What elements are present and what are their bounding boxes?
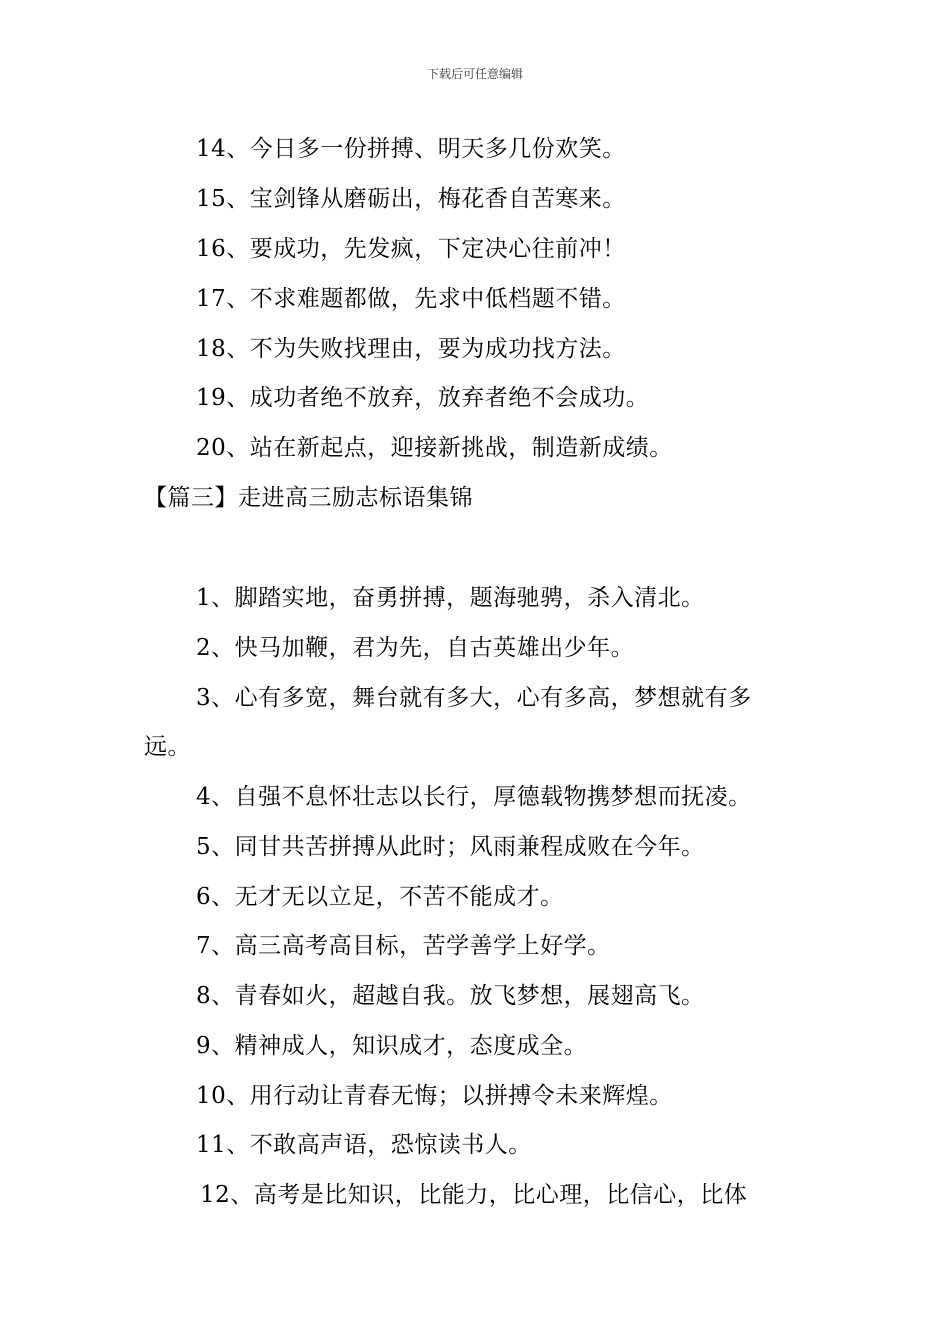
section-heading: 【篇三】走进高三励志标语集锦: [144, 485, 473, 511]
slogan-line: 1、脚踏实地，奋勇拼搏，题海驰骋，杀入清北。: [196, 585, 705, 611]
slogan-line: 17、不求难题都做，先求中低档题不错。: [196, 286, 626, 312]
slogan-line: 14、今日多一份拼搏、明天多几份欢笑。: [196, 136, 626, 162]
slogan-line: 19、成功者绝不放弃，放弃者绝不会成功。: [196, 385, 650, 411]
slogan-line: 11、不敢高声语，恐惊读书人。: [196, 1132, 532, 1158]
slogan-line: 20、站在新起点，迎接新挑战，制造新成绩。: [196, 435, 673, 461]
slogan-line: 12、高考是比知识，比能力，比心理，比信心，比体: [200, 1182, 748, 1208]
page-header-note: 下载后可任意编辑: [426, 67, 523, 81]
slogan-line: 10、用行动让青春无悔；以拼搏令未来辉煌。: [196, 1083, 673, 1109]
slogan-line: 8、青春如火，超越自我。放飞梦想，展翅高飞。: [196, 983, 705, 1009]
slogan-line: 6、无才无以立足，不苦不能成才。: [196, 884, 564, 910]
slogan-line: 16、要成功，先发疯，下定决心往前冲！: [196, 236, 626, 262]
slogan-line-continuation: 远。: [144, 734, 191, 760]
slogan-line: 5、同甘共苦拼搏从此时；风雨兼程成败在今年。: [196, 834, 705, 860]
slogan-line: 9、精神成人，知识成才，态度成全。: [196, 1033, 588, 1059]
slogan-line: 7、高三高考高目标，苦学善学上好学。: [196, 933, 611, 959]
slogan-line: 4、自强不息怀壮志以长行，厚德载物携梦想而抚凌。: [196, 784, 752, 810]
slogan-line: 3、心有多宽，舞台就有多大，心有多高，梦想就有多: [196, 685, 752, 711]
slogan-line: 15、宝剑锋从磨砺出，梅花香自苦寒来。: [196, 186, 626, 212]
slogan-line: 18、不为失败找理由，要为成功找方法。: [196, 336, 626, 362]
slogan-line: 2、快马加鞭，君为先，自古英雄出少年。: [196, 635, 635, 661]
